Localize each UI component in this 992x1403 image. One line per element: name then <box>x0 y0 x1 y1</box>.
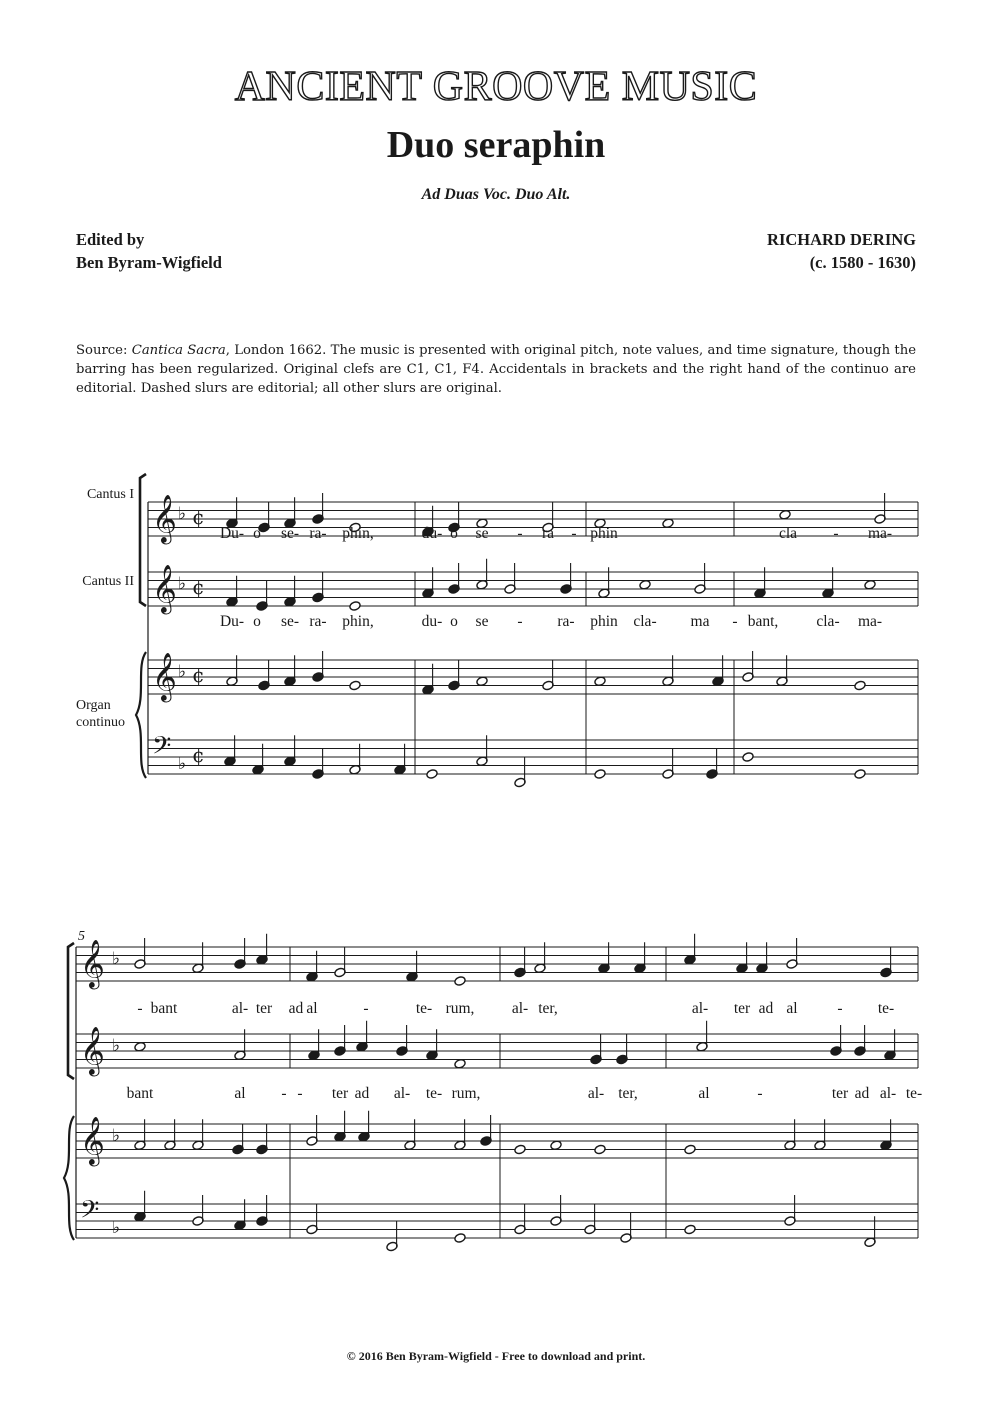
lyric-syllable: bant <box>150 1000 178 1017</box>
key-signature-flat: ♭ <box>178 504 187 524</box>
note-head <box>594 676 606 687</box>
lyric-syllable: al- <box>587 1085 605 1102</box>
lyric-syllable: se- <box>280 525 300 542</box>
lyric-syllable: ter, <box>538 1000 558 1017</box>
key-signature-flat: ♭ <box>178 662 187 682</box>
lyric-syllable: phin <box>590 525 618 542</box>
lyric-syllable: - <box>757 1085 763 1102</box>
lyric-syllable: ter <box>255 1000 273 1017</box>
part-name-organ: Organ <box>76 698 111 713</box>
clefs-and-key-signatures <box>80 494 205 1238</box>
keyboard-brace <box>64 1116 74 1240</box>
note-head <box>594 769 606 780</box>
lyric-syllable: al- <box>691 1000 709 1017</box>
lyric-syllable: ra- <box>309 525 327 542</box>
lyric-syllable: ra- <box>557 613 575 630</box>
bass-clef: 𝄢 <box>152 731 172 767</box>
part-name-cantus-1: Cantus I <box>86 487 134 502</box>
lyric-syllable: bant <box>126 1085 154 1102</box>
lyric-syllable: rum, <box>451 1085 481 1102</box>
source-title: Cantica Sacra <box>131 343 226 358</box>
lyric-syllable: phin, <box>342 525 374 542</box>
note-head <box>779 509 791 520</box>
note-head <box>864 579 876 590</box>
lyric-syllable: ra- <box>309 613 327 630</box>
lyric-syllable: ma- <box>857 613 883 630</box>
note-head <box>639 579 651 590</box>
key-signature-flat: ♭ <box>112 1036 121 1056</box>
note-head <box>550 1140 562 1151</box>
lyric-syllable: phin, <box>342 613 374 630</box>
lyrics-system2-cantus1 <box>137 1000 894 1017</box>
lyric-syllable: o <box>450 525 458 542</box>
lyric-syllable: ra <box>541 525 555 542</box>
voice-bracket <box>68 943 74 1079</box>
note-head <box>349 680 361 691</box>
lyric-syllable: ter <box>831 1085 849 1102</box>
lyric-syllable: o <box>253 525 261 542</box>
note-head <box>514 1144 526 1155</box>
lyric-syllable: al- <box>879 1085 897 1102</box>
lyric-syllable: du- <box>421 525 443 542</box>
editor-name: Ben Byram-Wigfield <box>76 253 222 272</box>
lyric-syllable: ad <box>354 1085 370 1102</box>
part-name-cantus-2: Cantus II <box>82 574 134 589</box>
notes <box>134 493 896 1252</box>
note-head <box>426 769 438 780</box>
lyric-syllable: - <box>517 525 523 542</box>
note-head <box>134 1041 146 1052</box>
lyric-syllable: ter <box>331 1085 349 1102</box>
part-name-continuo: continuo <box>76 715 125 730</box>
treble-clef: 𝄞 <box>80 1025 105 1075</box>
lyric-syllable: du- <box>421 613 443 630</box>
note-head <box>454 976 466 987</box>
lyric-syllable: - <box>571 525 577 542</box>
key-signature-flat: ♭ <box>112 1217 121 1238</box>
lyric-syllable: - <box>363 1000 369 1017</box>
lyric-syllable: te- <box>877 1000 895 1017</box>
note-head <box>684 1144 696 1155</box>
note-head <box>684 1224 696 1235</box>
note-head <box>454 1233 466 1244</box>
lyric-syllable: te- <box>415 1000 433 1017</box>
lyric-syllable: cla- <box>633 613 657 630</box>
publisher-name: ANCIENT GROOVE MUSIC <box>234 64 758 110</box>
treble-clef: 𝄞 <box>152 493 177 543</box>
lyric-syllable: phin <box>590 613 618 630</box>
treble-clef: 𝄞 <box>152 563 177 613</box>
lyric-syllable: al <box>786 1000 798 1017</box>
piece-title: Duo seraphin <box>386 124 606 166</box>
source-prefix: Source: <box>76 343 132 358</box>
composer-name: RICHARD DERING <box>767 230 916 249</box>
lyric-syllable: - <box>833 525 839 542</box>
keyboard-brace <box>136 652 146 778</box>
treble-clef: 𝄞 <box>152 651 177 701</box>
lyric-syllable: - <box>137 1000 143 1017</box>
note-head <box>854 769 866 780</box>
treble-clef: 𝄞 <box>80 1115 105 1165</box>
treble-clef: 𝄞 <box>80 938 105 988</box>
lyric-syllable: al <box>234 1085 246 1102</box>
lyric-syllable: cla <box>778 525 798 542</box>
lyric-syllable: al- <box>511 1000 529 1017</box>
voice-bracket <box>140 474 146 606</box>
lyric-syllable: al <box>306 1000 318 1017</box>
measure-number: 5 <box>78 929 85 944</box>
lyric-syllable: al- <box>231 1000 249 1017</box>
lyrics-system2-cantus2 <box>127 1085 923 1102</box>
composer-dates: (c. 1580 - 1630) <box>809 253 916 272</box>
lyric-syllable: ma <box>690 613 710 630</box>
lyric-syllable: bant, <box>747 613 779 630</box>
lyric-syllable: Du- <box>219 613 245 630</box>
note-head <box>349 601 361 612</box>
time-signature: ¢ <box>192 743 205 768</box>
lyric-syllable: o <box>450 613 458 630</box>
note-head <box>662 518 674 529</box>
note-head <box>476 676 488 687</box>
note-head <box>742 752 754 763</box>
bass-clef: 𝄢 <box>80 1195 100 1231</box>
key-signature-flat: ♭ <box>178 574 187 594</box>
key-signature-flat: ♭ <box>112 1126 121 1146</box>
lyric-syllable: ad <box>288 1000 304 1017</box>
lyric-syllable: cla- <box>816 613 840 630</box>
lyric-syllable: rum, <box>445 1000 475 1017</box>
lyric-syllable: ma- <box>867 525 893 542</box>
note-head <box>854 680 866 691</box>
lyric-syllable: al- <box>393 1085 411 1102</box>
lyric-syllable: - <box>297 1085 303 1102</box>
copyright-footer: © 2016 Ben Byram-Wigfield - Free to download and print. <box>346 1349 646 1363</box>
lyric-syllable: se <box>475 525 489 542</box>
lyric-syllable: se- <box>280 613 300 630</box>
key-signature-flat: ♭ <box>178 753 187 774</box>
lyric-syllable: - <box>281 1085 287 1102</box>
note-head <box>594 1144 606 1155</box>
source-body: , London 1662. The music is presented with original pitch, note values, and time signature, though the barring has been regularized. Original clefs are C1, C1, F4. Accidentals in brackets and the right hand of the continuo are editorial. Dashed slurs are editorial; all other slurs are original. <box>76 343 916 396</box>
lyric-syllable: se <box>475 613 489 630</box>
lyric-syllable: te- <box>425 1085 443 1102</box>
lyric-syllable: te- <box>905 1085 923 1102</box>
key-signature-flat: ♭ <box>112 949 121 969</box>
lyric-syllable: - <box>732 613 738 630</box>
lyric-syllable: ad <box>758 1000 774 1017</box>
lyric-syllable: ter <box>733 1000 751 1017</box>
piece-subtitle: Ad Duas Voc. Duo Alt. <box>421 186 571 203</box>
lyric-syllable: ad <box>854 1085 870 1102</box>
lyric-syllable: ter, <box>618 1085 638 1102</box>
lyric-syllable: Du- <box>219 525 245 542</box>
lyrics-system1-cantus2 <box>220 613 882 630</box>
time-signature: ¢ <box>192 505 205 530</box>
lyric-syllable: - <box>517 613 523 630</box>
note-head <box>454 1058 466 1069</box>
lyric-syllable: o <box>253 613 261 630</box>
lyric-syllable: - <box>837 1000 843 1017</box>
time-signature: ¢ <box>192 663 205 688</box>
time-signature: ¢ <box>192 575 205 600</box>
lyric-syllable: al <box>698 1085 710 1102</box>
editor-label: Edited by <box>76 230 145 249</box>
